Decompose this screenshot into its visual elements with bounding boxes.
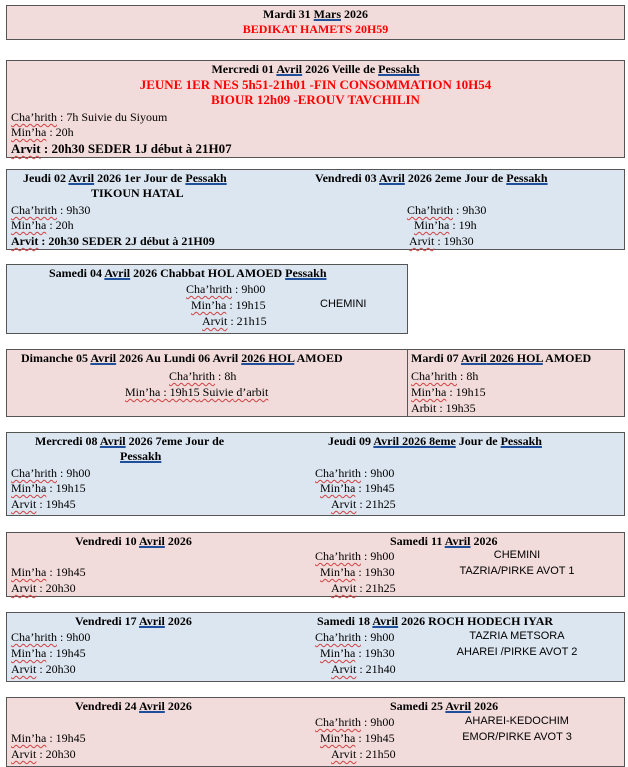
right-mincha-line <box>414 218 477 233</box>
prayer-time: : 19h15 <box>160 385 200 399</box>
prayer-time: : 20h <box>46 125 74 139</box>
right-shacharit-line <box>315 715 394 730</box>
right-arvit-line <box>331 581 396 596</box>
prayer-label: Arvit <box>11 747 37 761</box>
prayer-time: : 19h45 <box>46 731 86 745</box>
prayer-label: Min’ha <box>11 565 47 579</box>
left-mincha-line <box>11 218 74 233</box>
block-samedi-04-avril <box>6 264 408 334</box>
month-word: Avril <box>461 351 487 365</box>
prayer-time: : 19h15 <box>446 385 486 399</box>
title-text: Vendredi 03 <box>315 171 380 185</box>
right-arvit-line <box>331 747 396 762</box>
title-text: AMOED <box>542 351 592 365</box>
block-vendredi-samedi-25 <box>6 697 625 767</box>
prayer-time: : 20h <box>46 218 74 232</box>
prayer-time: : 21h25 <box>356 497 396 511</box>
prayer-label: Arvit <box>11 497 37 511</box>
right-mincha-line <box>320 481 395 496</box>
left-mincha-line <box>11 565 86 580</box>
left-day-title <box>75 534 192 549</box>
title-text: 2026 <box>341 7 368 21</box>
paracha-label: CHEMINI <box>493 549 541 561</box>
prayer-label: Min’ha <box>11 481 47 495</box>
title-text: Dimanche 05 <box>21 351 91 365</box>
prayer-label: Cha’hrith <box>315 549 361 563</box>
right-day-title <box>315 171 548 186</box>
jeune-line: JEUNE 1ER NES 5h51-21h01 -FIN CONSOMMATION 10H54 <box>139 77 492 92</box>
title-text: Vendredi 17 <box>75 614 140 628</box>
prayer-label: Cha’hrith <box>407 203 453 217</box>
hol-word: 2026 HOL <box>241 351 295 365</box>
right-day-title <box>317 614 553 629</box>
prayer-time: : 21h50 <box>356 747 396 761</box>
prayer-time: : 9h00 <box>361 466 395 480</box>
fete-word: Pessakh <box>120 449 162 463</box>
day-title <box>49 266 327 281</box>
prayer-time: : 19h45 <box>36 497 76 511</box>
title-text: Mercredi 08 <box>35 434 100 448</box>
prayer-label: Arvit <box>331 497 357 511</box>
prayer-time: : 9h30 <box>57 203 91 217</box>
title-text: 2026 <box>164 614 192 628</box>
left-shacharit-line <box>11 203 90 218</box>
left-mincha-line <box>11 481 86 496</box>
prayer-note: Suivie <box>199 385 234 399</box>
left-arvit-line <box>11 234 215 249</box>
prayer-time: : 19h15 <box>46 481 86 495</box>
prayer-label: Cha’hrith <box>315 715 361 729</box>
tikoun-hatal: TIKOUN HATAL <box>91 186 184 200</box>
prayer-label: Cha’hrith <box>315 630 361 644</box>
month-word: Avril <box>68 171 95 185</box>
right-day-title <box>390 699 498 714</box>
paracha-label: AHAREI /PIRKE AVOT 2 <box>456 646 578 658</box>
title-text: 2026 ROCH HODECH IYAR <box>398 614 554 628</box>
prayer-time: : 19h45 <box>46 565 86 579</box>
left-day-title <box>35 434 224 449</box>
prayer-time: : 19h45 <box>46 646 86 660</box>
day-title <box>7 62 624 77</box>
prayer-label: Min’ha <box>11 218 47 232</box>
prayer-label: Cha’hrith <box>11 110 57 124</box>
left-shacharit-line <box>11 630 90 645</box>
month-word: Avril <box>373 434 400 448</box>
title-text: 2026 <box>471 699 499 713</box>
title-text: 2026 2eme Jour de <box>404 171 507 185</box>
prayer-note: d’arbit <box>233 385 269 399</box>
title-text: Samedi 18 <box>317 614 373 628</box>
left-shacharit-line <box>169 369 236 384</box>
month-word: Avril <box>99 434 126 448</box>
title-text: Vendredi 24 <box>75 699 140 713</box>
shacharit-line <box>11 110 167 125</box>
paracha-label: CHEMINI <box>320 298 367 310</box>
title-text: 2026 <box>164 534 192 548</box>
prayer-time: : 9h00 <box>57 630 91 644</box>
block-mercredi-jeudi-pessakh <box>6 432 625 516</box>
right-arvit-line <box>409 234 474 249</box>
prayer-time: : 19h15 <box>226 298 266 312</box>
day-title <box>7 7 624 22</box>
prayer-label: Min’ha <box>11 731 47 745</box>
prayer-time: : 19h <box>449 218 477 232</box>
prayer-time: : 19h30 <box>355 565 395 579</box>
title-text: 2026 1er Jour de <box>94 171 186 185</box>
left-shacharit-line <box>11 466 90 481</box>
prayer-label: Arvit <box>409 234 435 248</box>
prayer-time: : 20h30 <box>36 747 76 761</box>
title-text: 2026 7eme Jour de <box>125 434 225 448</box>
left-arvit-line <box>11 581 76 596</box>
title-text: Mardi 31 <box>263 7 314 21</box>
prayer-time: : 19h45 <box>355 481 395 495</box>
prayer-time: : 19h30 <box>355 646 395 660</box>
prayer-time: : 20h30 SEDER 2J début à 21H09 <box>38 234 215 248</box>
prayer-label: Arvit <box>11 662 37 676</box>
paracha-label: AHAREI-KEDOCHIM <box>465 715 569 727</box>
prayer-label: Min’ha <box>320 565 356 579</box>
right-mincha-line <box>411 385 486 400</box>
right-day-title <box>411 351 591 366</box>
right-arvit-line: Arbit : 19h35 <box>411 401 476 415</box>
prayer-time: : 9h30 <box>453 203 487 217</box>
title-text: 2026 Au Lundi 06 Avril <box>116 351 242 365</box>
prayer-time: : 9h00 <box>57 466 91 480</box>
month-word: Avril <box>276 62 303 76</box>
prayer-time: : 8h <box>215 369 237 383</box>
prayer-label: Arvit <box>331 662 357 676</box>
right-arvit-line <box>331 497 396 512</box>
right-mincha-line <box>320 731 395 746</box>
title-text: 2026 Veille de <box>302 62 379 76</box>
fete-word: Pessakh <box>185 171 227 185</box>
title-text: Samedi 04 <box>49 266 105 280</box>
column-divider <box>407 350 408 416</box>
prayer-time: : 9h00 <box>361 630 395 644</box>
month-word: Avril <box>139 534 165 548</box>
prayer-label: Min’ha <box>11 125 47 139</box>
title-text: Samedi 11 <box>390 534 445 548</box>
block-vendredi-samedi-11 <box>6 532 625 597</box>
block-mercredi-01-avril <box>6 60 625 158</box>
hol-word: 2026 HOL <box>486 351 543 365</box>
prayer-label: Min’ha <box>11 646 47 660</box>
right-shacharit-line <box>315 630 394 645</box>
prayer-time: : 21h15 <box>227 314 267 328</box>
prayer-label: Min’ha <box>320 731 356 745</box>
month-word: Avril <box>379 171 405 185</box>
prayer-label: Min’ha <box>320 481 356 495</box>
left-arvit-line <box>11 662 76 677</box>
fete-word: Pessakh <box>500 434 542 448</box>
paracha-label: TAZRIA/PIRKE AVOT 1 <box>459 565 575 577</box>
title-text: 2026 8eme <box>399 434 456 448</box>
prayer-time: : 7h Suivie du Siyoum <box>57 110 168 124</box>
title-text: Samedi 25 <box>390 699 446 713</box>
prayer-time: : 20h30 <box>36 662 76 676</box>
block-jeudi-vendredi-pessakh <box>6 169 625 250</box>
left-day-title-line2 <box>120 449 161 464</box>
left-mincha-line <box>125 385 268 400</box>
prayer-label: Min’ha <box>411 385 447 399</box>
right-day-title <box>390 534 497 549</box>
fete-word: Pessakh <box>506 171 548 185</box>
right-shacharit-line <box>315 466 394 481</box>
prayer-time: : 19h45 <box>355 731 395 745</box>
month-word: Avril <box>372 614 399 628</box>
prayer-label: Cha’hrith <box>11 203 57 217</box>
prayer-label: Arvit <box>331 581 357 595</box>
prayer-label: Cha’hrith <box>11 466 57 480</box>
fete-word: Pessakh <box>285 266 327 280</box>
title-text: 2026 <box>164 699 192 713</box>
prayer-label: Arvit <box>11 581 37 595</box>
left-day-title <box>75 699 192 714</box>
prayer-time: : 19h30 <box>434 234 474 248</box>
title-text: Mercredi 01 <box>211 62 277 76</box>
month-word: Avril <box>444 534 471 548</box>
title-text: Mardi 07 <box>411 351 461 365</box>
prayer-label: Arvit <box>11 141 41 156</box>
prayer-label: Cha’hrith <box>11 630 57 644</box>
paracha-label: TAZRIA METSORA <box>469 630 565 642</box>
title-text: Jeudi 02 <box>23 171 69 185</box>
right-mincha-line <box>320 565 395 580</box>
mincha-line <box>11 125 74 140</box>
month-word: Avril <box>139 699 165 713</box>
title-text: AMOED <box>294 351 343 365</box>
mincha-line <box>191 298 266 313</box>
prayer-label: Min’ha <box>320 646 356 660</box>
prayer-label: Cha’hrith <box>411 369 457 383</box>
left-arvit-line <box>11 747 76 762</box>
month-word: Mars <box>313 7 341 21</box>
left-day-title <box>23 171 227 186</box>
title-text: 2026 <box>470 534 498 548</box>
biour-line: BIOUR 12h09 -EROUV TAVCHILIN <box>211 92 420 107</box>
prayer-time: : 21h25 <box>356 581 396 595</box>
right-shacharit-line <box>411 369 478 384</box>
prayer-label: Min’ha <box>125 385 161 399</box>
prayer-time: : 20h30 <box>36 581 76 595</box>
arvit-line <box>11 141 232 156</box>
prayer-time: : 9h00 <box>361 715 395 729</box>
prayer-label: Arvit <box>11 234 39 248</box>
block-mardi-31-mars <box>6 5 625 40</box>
left-mincha-line <box>11 646 86 661</box>
right-day-title <box>328 434 542 449</box>
left-mincha-line <box>11 731 86 746</box>
left-arvit-line <box>11 497 76 512</box>
prayer-label: Min’ha <box>191 298 227 312</box>
title-text: Jour de <box>455 434 501 448</box>
prayer-time: : 9h00 <box>232 282 266 296</box>
month-word: Avril <box>139 614 165 628</box>
prayer-label: Cha’hrith <box>315 466 361 480</box>
paracha-label: EMOR/PIRKE AVOT 3 <box>462 731 572 743</box>
prayer-label: Arvit <box>202 314 228 328</box>
prayer-label: Cha’hrith <box>169 369 215 383</box>
right-shacharit-line <box>315 549 394 564</box>
block-vendredi-samedi-18 <box>6 612 625 682</box>
fete-word: Pessakh <box>378 62 420 76</box>
right-arvit-line <box>331 662 396 677</box>
month-word: Avril <box>90 351 117 365</box>
bedikat-hamets-line: BEDIKAT HAMETS 20H59 <box>242 22 389 36</box>
prayer-time: : 8h <box>457 369 479 383</box>
prayer-time: : 9h00 <box>361 549 395 563</box>
prayer-label: Min’ha <box>414 218 450 232</box>
left-day-title <box>21 351 343 366</box>
prayer-label: Arvit <box>331 747 357 761</box>
month-word: Avril <box>104 266 131 280</box>
title-text: Vendredi 10 <box>75 534 140 548</box>
left-day-title <box>75 614 192 629</box>
right-mincha-line <box>320 646 395 661</box>
shacharit-line <box>186 282 265 297</box>
prayer-time: : 21h40 <box>356 662 396 676</box>
right-shacharit-line <box>407 203 486 218</box>
block-hol-amoed <box>6 349 625 417</box>
arvit-line <box>202 314 267 329</box>
month-word: Avril <box>445 699 472 713</box>
title-text: Jeudi 09 <box>328 434 374 448</box>
prayer-time: : 20h30 SEDER 1J début à 21H07 <box>40 141 232 156</box>
title-text: 2026 Chabbat HOL AMOED <box>130 266 286 280</box>
prayer-label: Cha’hrith <box>186 282 232 296</box>
